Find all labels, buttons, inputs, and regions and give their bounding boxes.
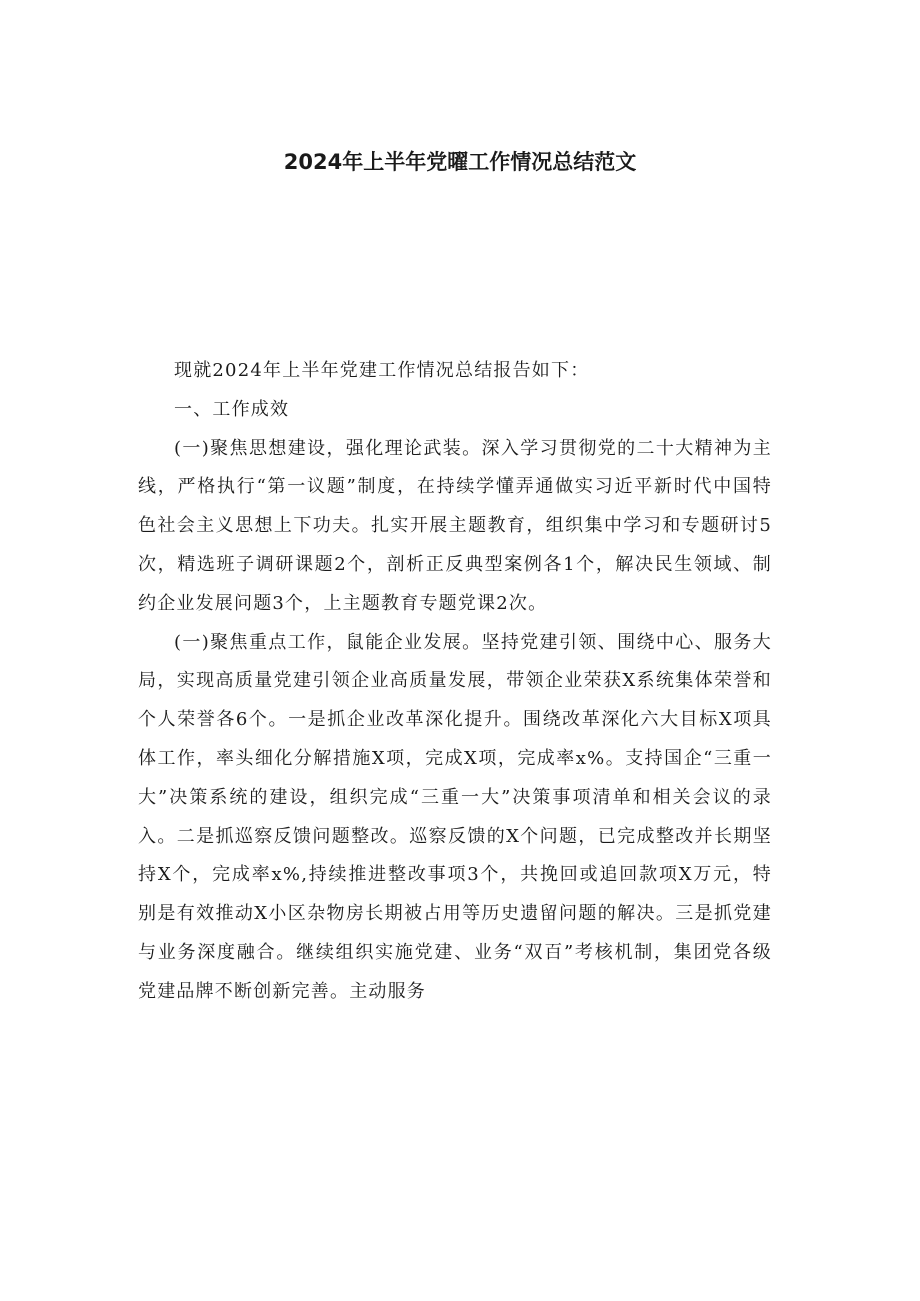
section-heading: 一、工作成效 — [174, 398, 290, 420]
body-paragraph-2: (一)聚焦重点工作，鼠能企业发展。坚持党建引领、围绕中心、服务大局，实现高质量党建引领企业高质量发展，带领企业荣获X系统集体荣誉和个人荣誉各6个。一是抓企业改革深化提升。围绕改革深化六大目标X项具体工作，率头细化分解措施X项，完成X项，完成率x%。支持国企“三重一大”决策系统的建设，组织完成“三重一大”决策事项清单和相关会议的录入。二是抓巡察反馈问题整改。巡察反馈的X个问题，已完成整改并长期坚持X个，完成率x%,持续推进整改事项3个，共挽回或追回款项X万元，特别是有效推动X小区杂物房长期被占用等历史遗留问题的解决。三是抓党建与业务深度融合。继续组织实施党建、业务“双百”考核机制，集团党各级党建品牌不断创新完善。主动服务 — [138, 631, 772, 1002]
body-paragraph-1: (一)聚焦思想建设，强化理论武装。深入学习贯彻党的二十大精神为主线，严格执行“第一议题”制度，在持续学懂弄通做实习近平新时代中国特色社会主义思想上下功夫。扎实开展主题教育，组织集中学习和专题研讨5次，精选班子调研课题2个，剖析正反典型案例各1个，解决民生领域、制约企业发展问题3个，上主题教育专题党课2次。 — [138, 437, 772, 614]
document-body — [138, 352, 772, 1012]
intro-paragraph: 现就2024年上半年党建工作情况总结报告如下： — [174, 360, 590, 381]
document-title: 2024年上半年党曜工作情况总结范文 — [283, 150, 637, 174]
